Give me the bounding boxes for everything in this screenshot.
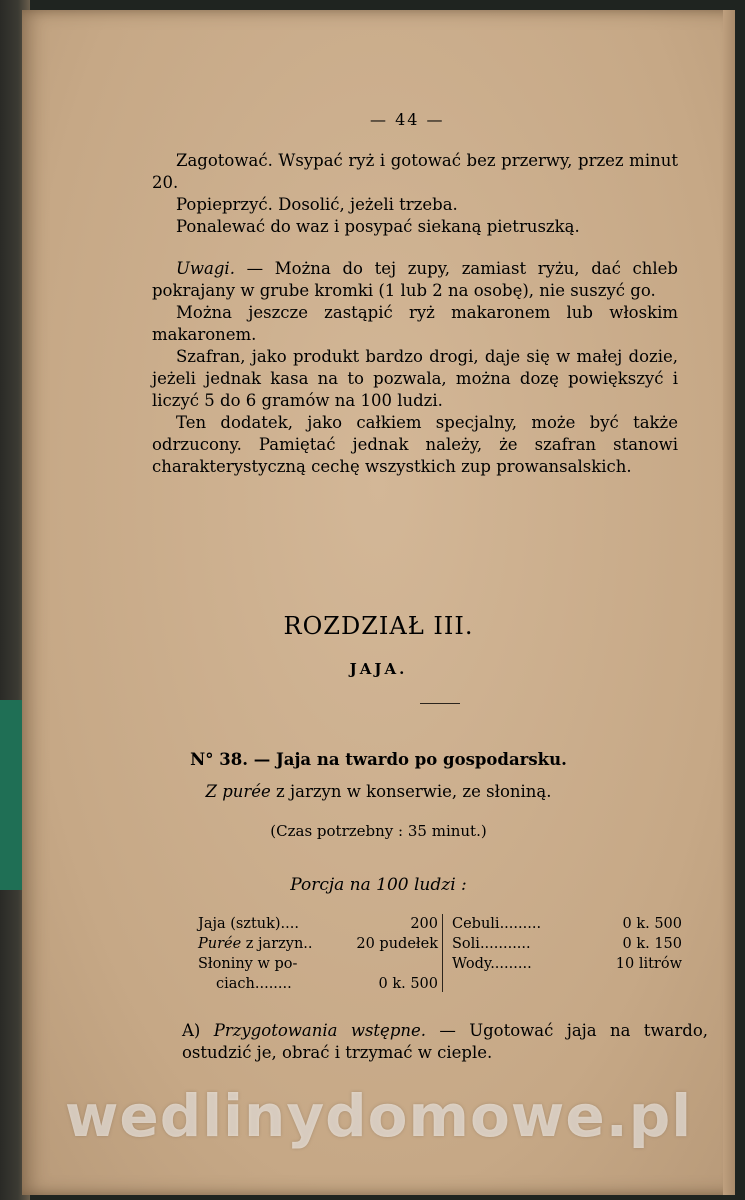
paragraph: Można jeszcze zastąpić ryż makaronem lub włoskim makaronem. xyxy=(152,303,678,344)
ingredient-row xyxy=(452,914,682,934)
ingredient-name: Cebuli......... xyxy=(452,916,542,932)
ingredient-qty: 20 pudełek xyxy=(356,936,438,952)
ingredient-row xyxy=(198,914,438,934)
ingredient-row xyxy=(198,934,438,954)
ingredient-qty: 0 k. 150 xyxy=(622,936,682,952)
ingredient-name: Jaja (sztuk).... xyxy=(198,916,299,932)
step-a-title: Przygotowania wstępne. xyxy=(213,1021,427,1040)
recipe-subtitle-rest: z jarzyn w konserwie, ze słoniną. xyxy=(270,782,552,801)
step-a-label: A) xyxy=(182,1021,201,1040)
ingredients-left-column xyxy=(198,914,438,994)
ingredient-name xyxy=(198,934,356,954)
notes-text: — Można do tej zupy, zamiast ryżu, dać chleb pokrajany w grube kromki (1 lub 2 na osobę), nie suszyć go. xyxy=(152,259,678,300)
step-a-paragraph xyxy=(182,1020,708,1064)
recipe-title: N° 38. — Jaja na twardo po gospodarsku. xyxy=(190,750,567,769)
ingredient-name: ciach........ xyxy=(216,976,292,992)
ingredient-row xyxy=(452,934,682,954)
notes-section xyxy=(152,258,678,478)
ingredient-name: Wody......... xyxy=(452,956,532,972)
paragraph: Popieprzyć. Dosolić, jeżeli trzeba. xyxy=(176,195,458,214)
paragraph: Ponalewać do waz i posypać siekaną pietruszką. xyxy=(176,217,580,236)
chapter-subtitle: JAJA. xyxy=(349,660,408,678)
ingredient-name-italic: Purée xyxy=(198,936,242,952)
ingredient-qty: 0 k. 500 xyxy=(622,916,682,932)
chapter-title: ROZDZIAŁ III. xyxy=(283,612,474,640)
ingredient-name: Słoniny w po- xyxy=(198,956,298,972)
ingredient-qty: 0 k. 500 xyxy=(378,976,438,992)
notes-paragraph xyxy=(152,258,678,302)
ingredients-divider xyxy=(442,914,443,992)
recipe-time: (Czas potrzebny : 35 minut.) xyxy=(270,822,487,840)
watermark: wedlinydomowe.pl xyxy=(64,1082,693,1150)
ingredient-name-rest: z jarzyn.. xyxy=(241,936,313,952)
portion-heading: Porcja na 100 ludzi : xyxy=(290,875,467,895)
top-paragraphs xyxy=(152,150,678,238)
ingredient-row xyxy=(452,954,682,974)
ingredient-qty: 10 litrów xyxy=(615,956,682,972)
paragraph: Szafran, jako produkt bardzo drogi, daje się w małej dozie, jeżeli jednak kasa na to pozwala, można dozę powiększyć i liczyć 5 do 6 gramów na 100 ludzi. xyxy=(152,347,678,410)
paragraph: Zagotować. Wsypać ryż i gotować bez przerwy, przez minut 20. xyxy=(152,151,678,192)
divider-rule xyxy=(420,703,460,704)
ingredient-row xyxy=(198,974,438,994)
ingredient-qty: 200 xyxy=(410,916,438,932)
ingredient-name: Soli........... xyxy=(452,936,531,952)
page-number: — 44 — xyxy=(370,110,445,129)
paragraph: Ten dodatek, jako całkiem specjalny, może być także odrzucony. Pamiętać jednak należy, że szafran stanowi charakterystyczną cechę wszystkich zup prowansalskich. xyxy=(152,413,678,476)
page-edge xyxy=(723,10,735,1195)
recipe-subtitle-italic: Z purée xyxy=(205,782,271,801)
step-a-text: — Ugotować jaja na twardo, ostudzić je, obrać i trzymać w cieple. xyxy=(182,1021,708,1062)
ingredients-right-column xyxy=(452,914,682,974)
green-bookmark-tab xyxy=(0,700,22,890)
step-a xyxy=(182,1020,708,1064)
ingredient-row xyxy=(198,954,438,974)
notes-label: Uwagi. xyxy=(176,259,235,278)
recipe-subtitle xyxy=(22,782,735,801)
